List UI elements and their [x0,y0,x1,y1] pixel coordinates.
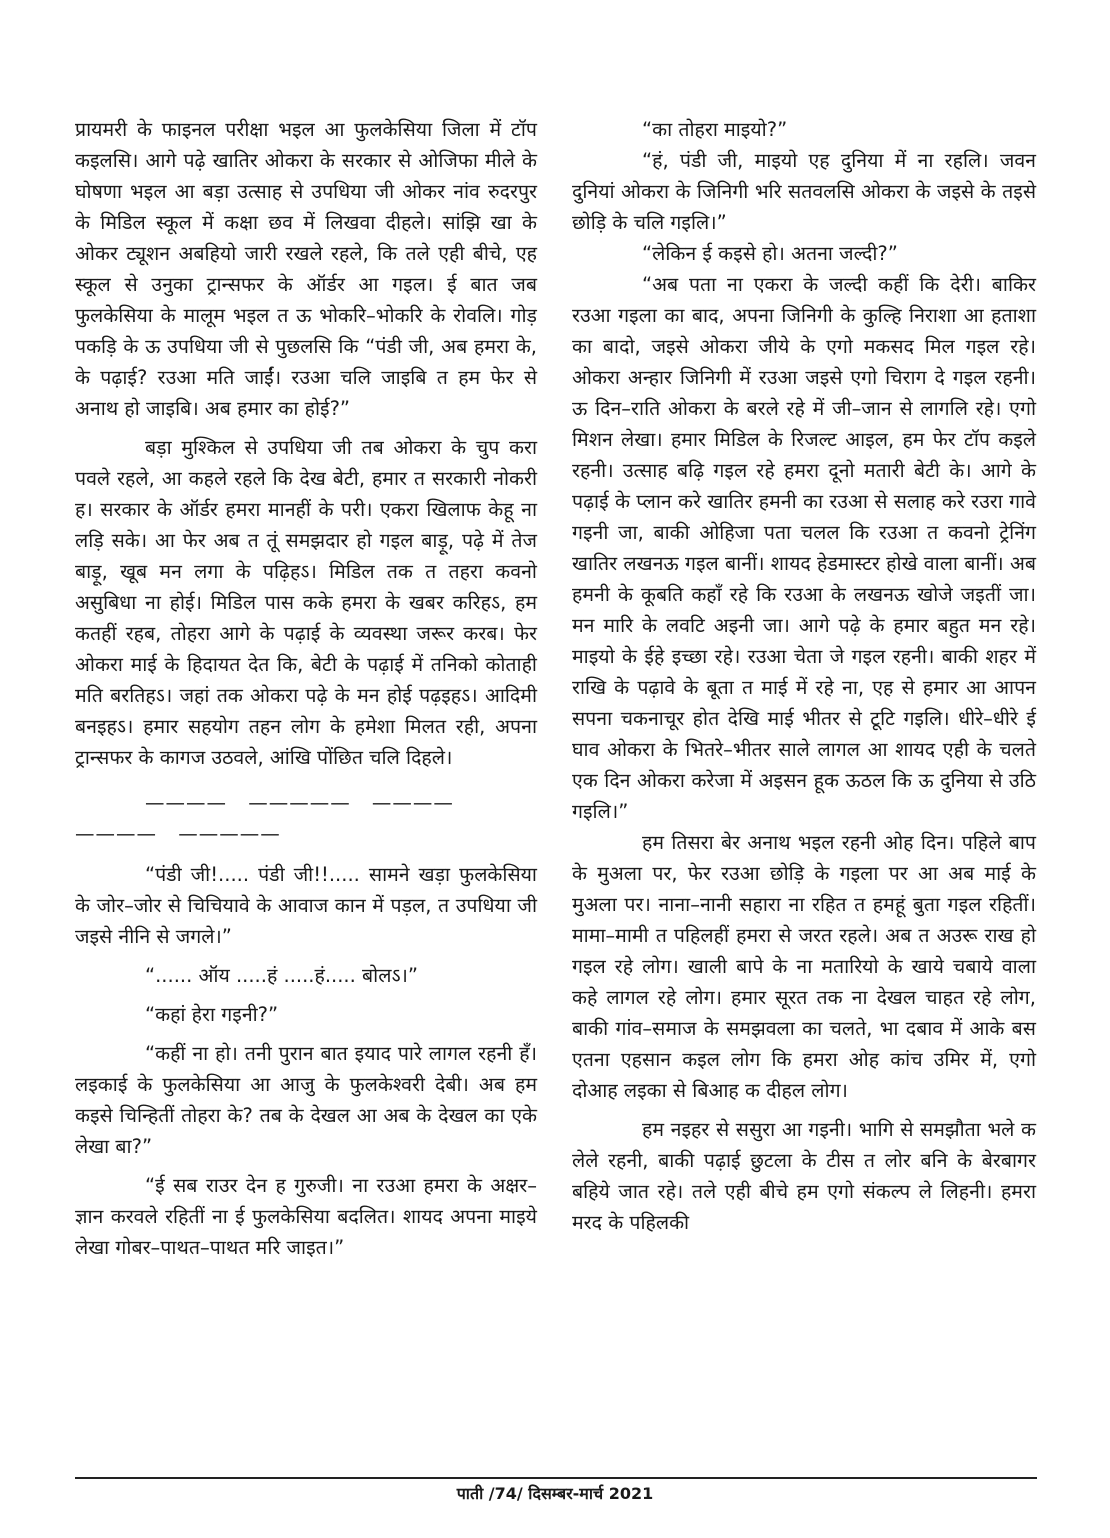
left-column [75,114,537,1271]
paragraph: “कहां हेरा गइनी?” [145,1003,279,1026]
right-column [572,114,1036,1246]
paragraph: “...... ऑय .....हं .....हं..... बोलऽ।” [145,964,419,987]
paragraph: “ई सब राउर देन ह गुरुजी। ना रउआ हमरा के अक्षर–ज्ञान करवले रहितीं ना ई फुलकेसिया बदलित। शायद अपना माइये लेखा गोबर–पाथत–पाथत मरि जाइत।” [75,1174,537,1259]
divider-line: ———— ————— ———— [145,791,454,814]
paragraph: “अब पता ना एकरा के जल्दी कहीं कि देरी। बाकिर रउआ गइला का बाद, अपना जिनिगी के कुल्हि निराशा आ हताशा का बादो, जइसे ओकरा जीये के एगो मकसद मिल गइल रहे। ओकरा अन्हार जिनिगी में रउआ जइसे एगो चिराग दे गइल रहनी। ऊ दिन–राति ओकरा के बरले रहे में जी–जान से लागलि रहे। एगो मिशन लेखा। हमार मिडिल के रिजल्ट आइल, हम फेर टॉप कइले रहनी। उत्साह बढ़ि गइल रहे हमरा दूनो मतारी बेटी के। आगे के पढ़ाई के प्लान करे खातिर हमनी का रउआ से सलाह करे रउरा गावे गइनी जा, बाकी ओहिजा पता चलल कि रउआ त कवनो ट्रेनिंग खातिर लखनऊ गइल बानीं। शायद हेडमास्टर होखे वाला बानीं। अब हमनी के कूबति कहाँ रहे कि रउआ के लखनऊ खोजे जइतीं जा। मन मारि के लवटि अइनी जा। आगे पढ़े के हमार बहुत मन रहे। माइयो के ईहे इच्छा रहे। रउआ चेता जे गइल रहनी। बाकी शहर में राखि के पढ़ावे के बूता त माई में रहे ना, एह से हमार आ आपन सपना चकनाचूर होत देखि माई भीतर से टूटि गइलि। धीरे–धीरे ई घाव ओकरा के भितरे–भीतर साले लागल आ शायद एही के चलते एक दिन ओकरा करेजा में अइसन हूक ऊठल कि ऊ दुनिया से उठि गइलि।” [572,273,1036,823]
paragraph: बड़ा मुश्किल से उपधिया जी तब ओकरा के चुप करा पवले रहले, आ कहले रहले कि देख बेटी, हमार त सरकारी नोकरी ह। सरकार के ऑर्डर हमरा मानहीं के परी। एकरा खिलाफ केहू ना लड़ि सके। आ फेर अब त तूं समझदार हो गइल बाड़ू, पढ़े में तेज बाड़ू, खूब मन लगा के पढ़िहऽ। मिडिल तक त तहरा कवनो असुबिधा ना होई। मिडिल पास कके हमरा के खबर करिहऽ, हम कतहीं रहब, तोहरा आगे के पढ़ाई के व्यवस्था जरूर करब। फेर ओकरा माई के हिदायत देत कि, बेटी के पढ़ाई में तनिको कोताही मति बरतिहऽ। जहां तक ओकरा पढ़े के मन होई पढ़इहऽ। आदिमी बनइहऽ। हमार सहयोग तहन लोग के हमेशा मिलत रही, अपना ट्रान्सफर के कागज उठवले, आंखि पोंछित चलि दिहले। [75,436,537,769]
paragraph: प्रायमरी के फाइनल परीक्षा भइल आ फुलकेसिया जिला में टॉप कइलसि। आगे पढ़े खातिर ओकरा के सरकार से ओजिफा मीले के घोषणा भइल आ बड़ा उत्साह से उपधिया जी ओकर नांव रुदरपुर के मिडिल स्कूल में कक्षा छव में लिखवा दीहले। सांझि खा के ओकर ट्यूशन अबहियो जारी रखले रहले, कि तले एही बीचे, एह स्कूल से उनुका ट्रान्सफर के ऑर्डर आ गइल। ई बात जब फुलकेसिया के मालूम भइल त ऊ भोकरि–भोकरि के रोवलि। गोड़ पकड़ि के ऊ उपधिया जी से पुछलसि कि “पंडी जी, अब हमरा के, के पढ़ाई? रउआ मति जाईं। रउआ चलि जाइबि त हम फेर से अनाथ हो जाइबि। अब हमार का होई?” [75,118,537,420]
page-footer: पाती /74/ दिसम्बर-मार्च 2021 [456,1484,654,1503]
paragraph: हम नइहर से ससुरा आ गइनी। भागि से समझौता भले क लेले रहनी, बाकी पढ़ाई छुटला के टीस त लोर बनि के बेरबागर बहिये जात रहे। तले एही बीचे हम एगो संकल्प ले लिहनी। हमरा मरद के पहिलकी [572,1118,1036,1234]
paragraph: “का तोहरा माइयो?” [642,118,788,141]
paragraph: “हं, पंडी जी, माइयो एह दुनिया में ना रहलि। जवन दुनियां ओकरा के जिनिगी भरि सतवलसि ओकरा के जइसे के तइसे छोड़ि के चलि गइलि।” [572,149,1036,234]
paragraph: हम तिसरा बेर अनाथ भइल रहनी ओह दिन। पहिले बाप के मुअला पर, फेर रउआ छोड़ि के गइला पर आ अब माई के मुअला पर। नाना–नानी सहारा ना रहित त हमहूं बुता गइल रहितीं। मामा–मामी त पहिलहीं हमरा से जरत रहले। अब त अउरू राख हो गइल रहे लोग। खाली बापे के ना मतारियो के खाये चबाये वाला कहे लागल रहे लोग। हमार सूरत तक ना देखल चाहत रहे लोग, बाकी गांव–समाज के समझवला का चलते, भा दबाव में आके बस एतना एहसान कइल लोग कि हमरा ओह कांच उमिर में, एगो दोआह लइका से बिआह क दीहल लोग। [572,831,1036,1102]
divider-line: ———— ————— [75,822,281,845]
paragraph: “कहीं ना हो। तनी पुरान बात इयाद पारे लागल रहनी हँ। लइकाई के फुलकेसिया आ आजु के फुलकेश्वरी देबी। अब हम कइसे चिन्हितीं तोहरा के? तब के देखल आ अब के देखल का एके लेखा बा?” [75,1042,537,1158]
paragraph: “लेकिन ई कइसे हो। अतना जल्दी?” [642,242,898,265]
paragraph: “पंडी जी!..... पंडी जी!!..... सामने खड़ा फुलकेसिया के जोर–जोर से चिचियावे के आवाज कान में पड़ल, त उपधिया जी जइसे नीनि से जगले।” [75,863,537,948]
section-divider [75,787,537,849]
footer-rule [75,1477,1037,1479]
